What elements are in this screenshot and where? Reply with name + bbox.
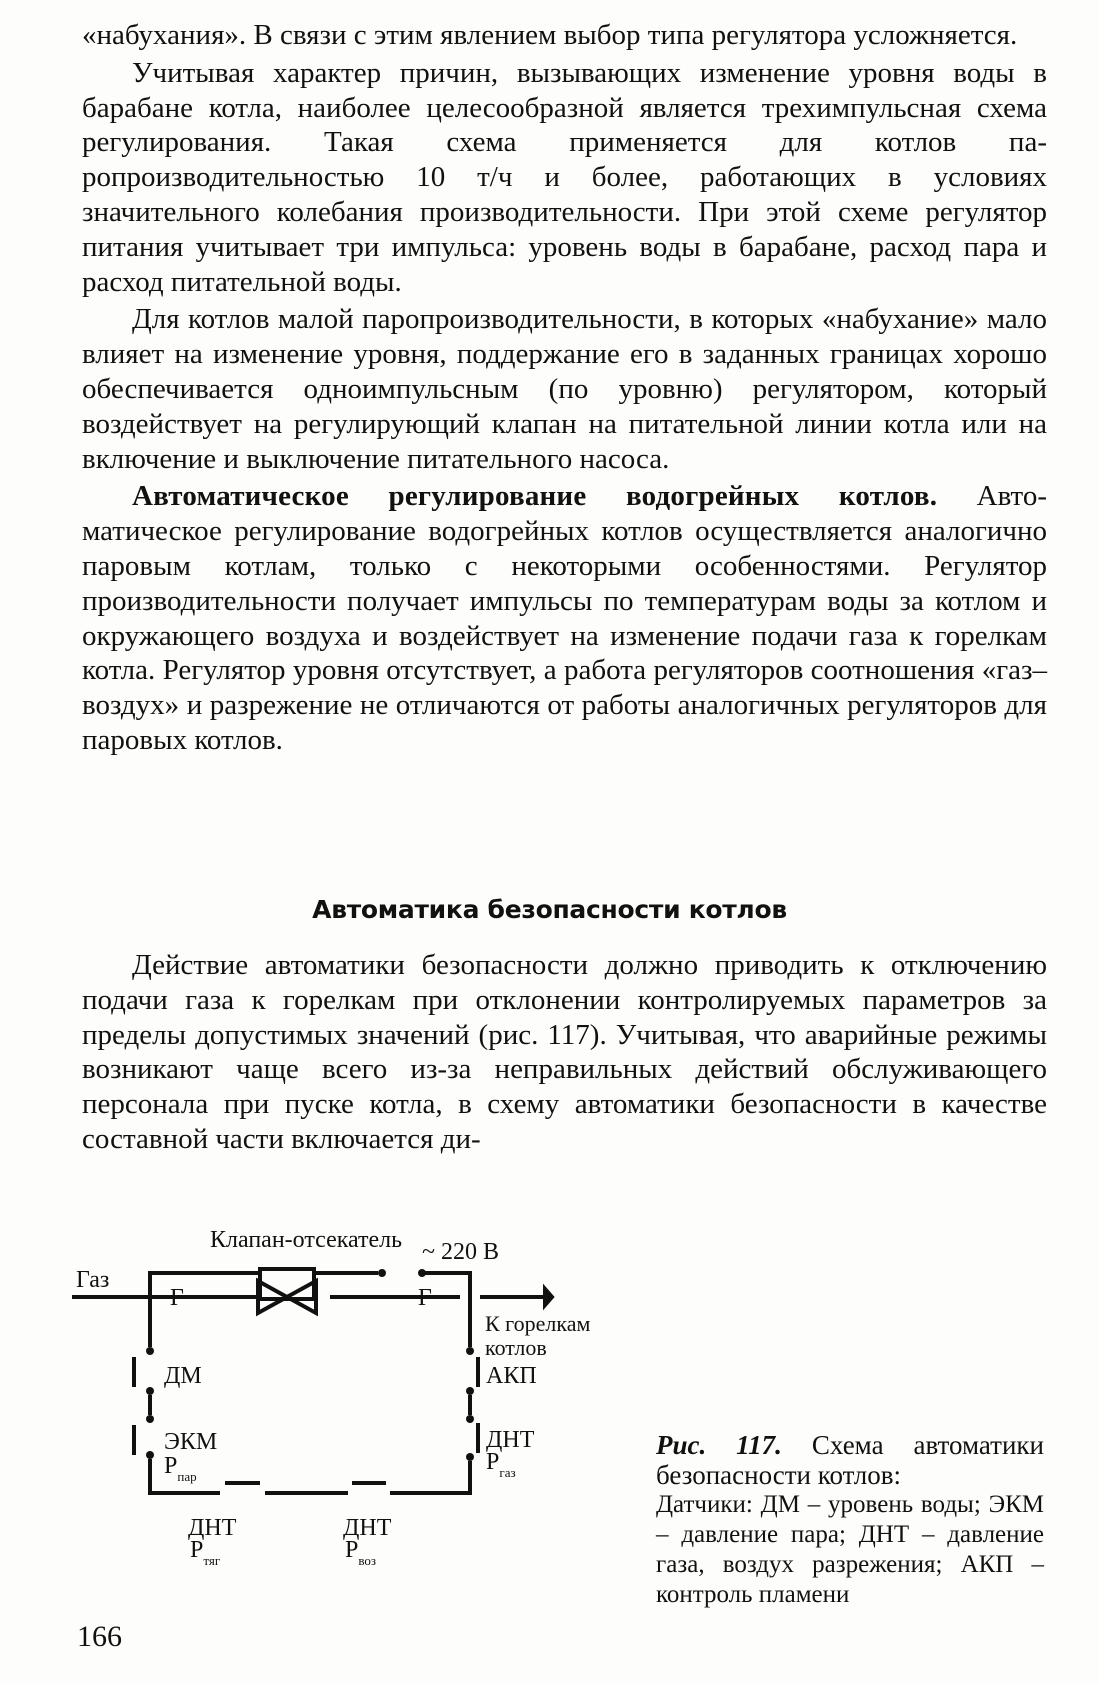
figure-caption	[656, 1430, 1044, 1610]
ekm-contact-dot-bottom	[146, 1451, 154, 1459]
page-number: 166	[77, 1620, 122, 1653]
p-draft-label: $Р_{тяг}$	[190, 1537, 221, 1568]
ekm-label: ЭКМ	[164, 1429, 218, 1455]
akp-label: АКП	[486, 1363, 537, 1389]
to-burners-label-1: К горелкам	[485, 1311, 591, 1336]
body-text-bottom	[82, 948, 1047, 1157]
safety-automation-diagram	[60, 1215, 660, 1610]
caption-title	[656, 1430, 1044, 1490]
dm-contact-dot-bottom	[146, 1387, 154, 1395]
dnt-air-label: ДНТ	[343, 1515, 392, 1541]
akp-contact-dot-bottom	[466, 1387, 474, 1395]
g-label-right: Г	[418, 1285, 432, 1311]
p-steam-label: $Р_{пар}$	[164, 1453, 197, 1484]
paragraph-4	[82, 479, 1047, 757]
to-burners-label-2: котлов	[485, 1335, 547, 1360]
p-air-label: $Р_{воз}$	[345, 1537, 377, 1568]
dnt-gas-contact-dot-top	[466, 1415, 474, 1423]
voltage-label: ~ 220 В	[422, 1239, 499, 1265]
switch-contact-right	[418, 1269, 426, 1277]
caption-figure-number: Рис. 117.	[656, 1430, 782, 1460]
dnt-gas-contact-dot-bottom	[466, 1453, 474, 1461]
gas-outlet-arrow	[545, 1289, 552, 1305]
p-gas-label: $Р_{газ}$	[486, 1449, 516, 1480]
section-heading: Автоматика безопасности котлов	[312, 895, 787, 924]
dm-contact-dot-top	[146, 1347, 154, 1355]
paragraph-4-body: Автоматическое регулирование водогрейных котлов осуществляется аналогично паровым котлам, только с некоторыми особенностями. Регулятор производительности получает импульсы по температурам воды за котлом и окружающего воздуха и воздействует на изменение подачи газа к горелкам котла. Регулятор уровня отсутствует, а работа регуляторов соотношения «газ–воздух» и разрежение не отличаются от работы аналогичных регуляторов для паровых котлов.	[82, 480, 1047, 756]
dnt-gas-label: ДНТ	[486, 1427, 535, 1453]
caption-title-text: Схема автоматики безопасности котлов:	[656, 1430, 1044, 1490]
body-text-top	[82, 18, 1047, 758]
dm-label: ДМ	[164, 1363, 202, 1389]
switch-contact-left	[378, 1269, 386, 1277]
gas-inlet-label: Газ	[76, 1267, 110, 1293]
akp-contact-dot-top	[466, 1347, 474, 1355]
shutoff-valve-actuator	[260, 1269, 314, 1299]
paragraph-2: Учитывая характер причин, вызывающих изменение уровня воды в барабане котла, наиболее целесообразной является трехимпульсная схема регулирования. Такая схема применяется для котлов паропроизводительностью 10 т/ч и более, работающих в условиях значительного колебания производительности. При этой схеме регулятор питания учитывает три импульса: уровень воды в барабане, расход пара и расход питательной воды.	[82, 56, 1047, 298]
valve-label: Клапан-отсекатель	[210, 1227, 403, 1253]
g-label-left: Г	[170, 1285, 184, 1311]
paragraph-1: «набухания». В связи с этим явлением выбор типа регулятора усложняется.	[82, 19, 1018, 51]
paragraph-5: Действие автоматики безопасности должно приводить к отключению подачи газа к горелкам при отклонении контролируемых параметров за пределы допустимых значений (рис. 117). Учитывая, что аварийные режимы возникают чаще всего из-за неправильных действий обслуживающего персонала при пуске котла, в схему автоматики безопасности в качестве составной части включается ди-	[82, 949, 1047, 1155]
wire-top-left	[150, 1273, 260, 1297]
caption-body: Датчики: ДМ – уровень воды; ЭКМ – давление пара; ДНТ – давление газа, воздух разрежения; АКП – контроль пламени	[656, 1491, 1044, 1608]
dnt-draft-label: ДНТ	[188, 1515, 237, 1541]
wire-bottom-right	[390, 1461, 470, 1493]
paragraph-3: Для котлов малой паропроизводительности, в которых «набухание» мало влияет на изменение уровня, поддержание его в заданных границах хорошо обеспечивается одноимпульсным (по уровню) регулятором, который воздействует на регулирующий клапан на питательной линии котла или на включение и выключение питательного насоса.	[82, 303, 1047, 475]
ekm-contact-dot-top	[146, 1415, 154, 1423]
paragraph-4-lead: Автоматическое регулирование водогрейных котлов.	[132, 480, 938, 513]
